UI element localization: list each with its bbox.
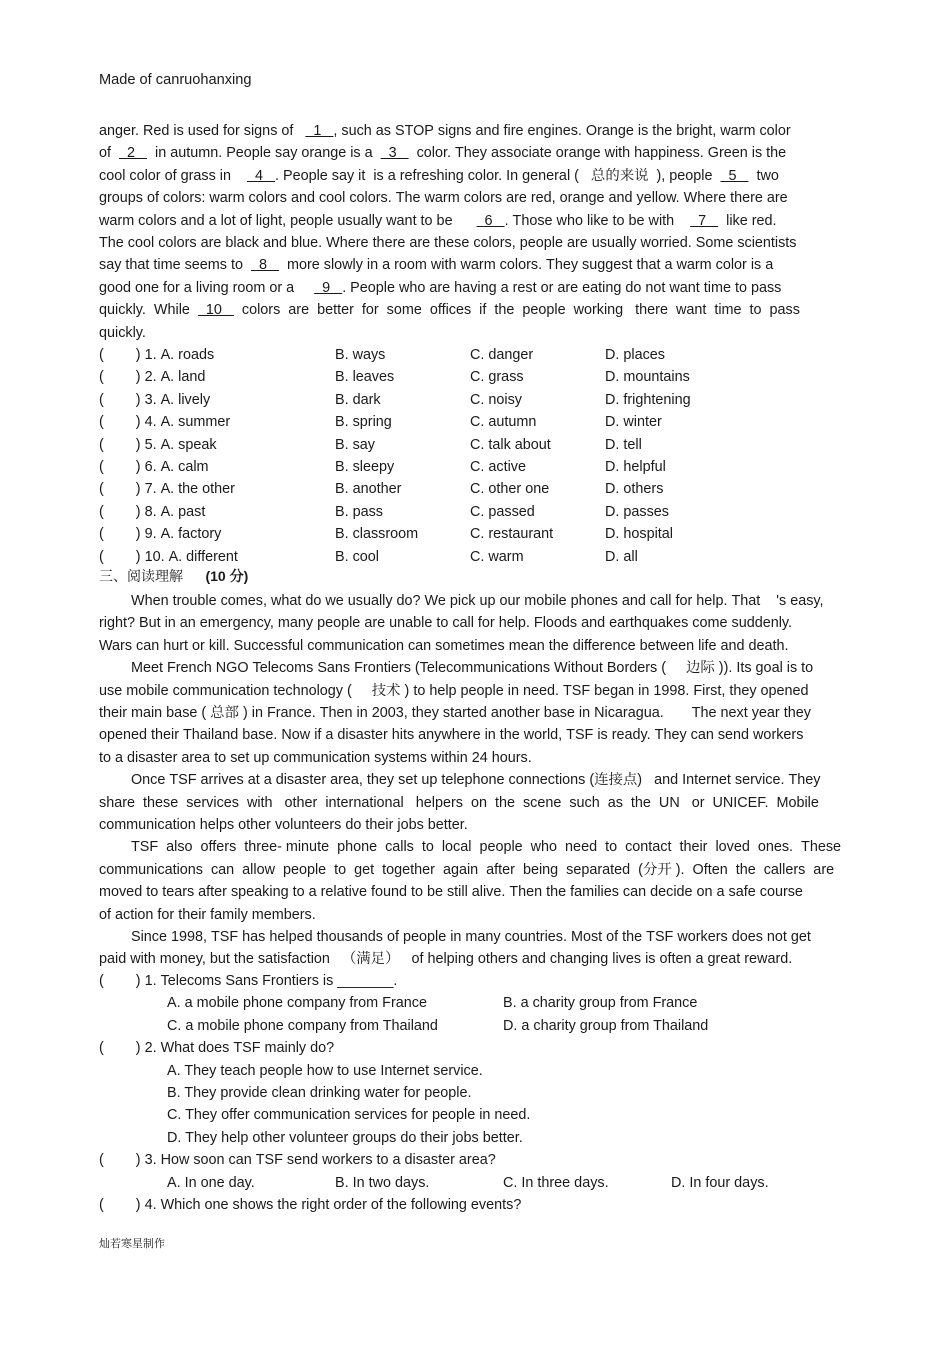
reading-line: of action for their family members.	[99, 906, 316, 923]
answer-option: C. They offer communication services for people in need.	[167, 1107, 531, 1124]
cloze-line	[99, 187, 850, 209]
option-d: D. helpful	[605, 459, 666, 475]
cloze-blank: 10	[197, 302, 234, 319]
cloze-text: anger. Red is used for signs of	[99, 123, 306, 139]
option-c: C. talk about	[470, 436, 551, 453]
cloze-option-row	[99, 546, 850, 568]
question-stem: ( ) 3. How soon can TSF send workers to a disaster area?	[99, 1152, 496, 1169]
answer-option: A. a mobile phone company from France	[167, 995, 427, 1012]
option-c: C. grass	[470, 369, 524, 386]
cloze-text: . Those who like to be with	[504, 212, 691, 229]
cloze-line	[99, 210, 850, 232]
cloze-text: cool color of grass in	[99, 167, 247, 184]
question-number: ( ) 4. A. summer	[99, 414, 231, 431]
option-c: C. other one	[470, 481, 550, 498]
answer-option: B. In two days.	[335, 1174, 430, 1191]
cloze-option-row	[99, 501, 850, 523]
option-d: D. all	[605, 548, 638, 565]
cloze-blank: 5	[720, 167, 749, 184]
reading-line: opened their Thailand base. Now if a disaster hits anywhere in the world, TSF is ready. They can send workers	[99, 727, 804, 744]
section-title	[99, 566, 248, 586]
cloze-line	[99, 232, 850, 254]
answer-option: B. They provide clean drinking water for people.	[167, 1085, 472, 1101]
option-d: D. hospital	[605, 526, 673, 543]
option-c: C. active	[470, 459, 526, 475]
cloze-text: . People say it is a refreshing color. In general ( 总的来说 ), people	[274, 167, 721, 184]
answer-option: A. They teach people how to use Internet service.	[167, 1062, 483, 1079]
cloze-option-row	[99, 411, 850, 433]
cloze-option-row	[99, 523, 850, 545]
cloze-blank: 7	[690, 212, 719, 229]
option-c: C. danger	[470, 347, 534, 363]
option-c: C. autumn	[470, 414, 537, 431]
reading-line: TSF also offers three- minute phone calls to local people who need to contact their loved ones. These	[99, 839, 842, 856]
answer-option: C. In three days.	[503, 1174, 609, 1191]
option-d: D. others	[605, 481, 664, 498]
option-d: D. places	[605, 347, 665, 363]
option-c: C. restaurant	[470, 526, 554, 543]
question-stem: ( ) 4. Which one shows the right order of the following events?	[99, 1197, 522, 1213]
reading-line: right? But in an emergency, many people are unable to call for help. Floods and earthquakes come suddenly.	[99, 615, 793, 632]
cloze-option-row	[99, 434, 850, 456]
cloze-text: color. They associate orange with happiness. Green is the	[408, 145, 787, 162]
option-d: D. passes	[605, 503, 669, 520]
question-number: ( ) 8. A. past	[99, 503, 206, 520]
cloze-blank: 2	[119, 145, 147, 162]
page-header: Made of canruohanxing	[99, 72, 252, 88]
option-c: C. passed	[470, 503, 535, 520]
cloze-text: The cool colors are black and blue. Where there are these colors, people are usually worried. Some scientists	[99, 235, 797, 251]
reading-line: communication helps other volunteers do their jobs better.	[99, 817, 468, 833]
cloze-text: , such as STOP signs and fire engines. Orange is the bright, warm color	[333, 123, 791, 139]
reading-line: paid with money, but the satisfaction （满足） of helping others and changing lives is often a great reward.	[99, 951, 793, 968]
answer-option: A. In one day.	[167, 1174, 255, 1191]
option-b: B. ways	[335, 347, 386, 363]
answer-option: D. In four days.	[671, 1174, 769, 1191]
cloze-text: groups of colors: warm colors and cool colors. The warm colors are red, orange and yellow. Where there are	[99, 190, 788, 207]
cloze-blank: 8	[250, 257, 279, 274]
cloze-text: say that time seems to	[99, 257, 251, 274]
cloze-text: in autumn. People say orange is a	[147, 145, 381, 162]
option-b: B. classroom	[335, 526, 419, 543]
cloze-blank: 4	[246, 167, 275, 184]
question-number: ( ) 10. A. different	[99, 548, 238, 565]
reading-line: use mobile communication technology ( 技术 ) to help people in need. TSF began in 1998. First, they opened	[99, 682, 809, 699]
cloze-text: quickly. While	[99, 302, 198, 319]
cloze-option-row	[99, 344, 850, 366]
cloze-text: of	[99, 145, 119, 162]
section-title-text: 三、阅读理解	[99, 569, 183, 585]
cloze-option-row	[99, 478, 850, 500]
reading-line: Meet French NGO Telecoms Sans Frontiers (Telecommunications Without Borders ( 边际 )). Its goal is to	[99, 660, 814, 677]
cloze-line	[99, 254, 850, 276]
question-number: ( ) 2. A. land	[99, 369, 206, 386]
reading-line: When trouble comes, what do we usually do? We pick up our mobile phones and call for help. That 's easy,	[99, 593, 824, 609]
page-footer: 灿若寒星制作	[99, 1237, 165, 1250]
question-number: ( ) 5. A. speak	[99, 436, 217, 453]
cloze-blank: 1	[305, 123, 334, 139]
cloze-option-row	[99, 456, 850, 478]
option-b: B. spring	[335, 414, 392, 431]
cloze-line	[99, 142, 850, 164]
reading-line: Once TSF arrives at a disaster area, they set up telephone connections (连接点) and Internet service. They	[99, 772, 821, 789]
cloze-line	[99, 120, 850, 142]
option-b: B. another	[335, 481, 402, 498]
option-b: B. pass	[335, 503, 383, 520]
question-number: ( ) 1. A. roads	[99, 347, 215, 363]
option-d: D. mountains	[605, 369, 690, 386]
answer-option: D. a charity group from Thailand	[503, 1017, 709, 1034]
reading-line: moved to tears after speaking to a relative found to be still alive. Then the families can decide on a safe course	[99, 884, 803, 901]
option-d: D. winter	[605, 414, 662, 431]
cloze-text: more slowly in a room with warm colors. They suggest that a warm color is a	[278, 257, 774, 274]
answer-option: B. a charity group from France	[503, 995, 698, 1012]
reading-line: share these services with other international helpers on the scene such as the UN or UNICEF. Mobile	[99, 794, 819, 811]
option-b: B. leaves	[335, 369, 395, 386]
question-stem: ( ) 2. What does TSF mainly do?	[99, 1040, 335, 1057]
question-number: ( ) 3. A. lively	[99, 391, 211, 408]
cloze-text: quickly.	[99, 324, 146, 341]
reading-line: to a disaster area to set up communication systems within 24 hours.	[99, 749, 532, 766]
question-number: ( ) 7. A. the other	[99, 481, 235, 498]
cloze-blank: 3	[380, 145, 409, 162]
cloze-text: warm colors and a lot of light, people usually want to be	[99, 212, 477, 229]
option-b: B. cool	[335, 548, 379, 565]
section-score: (10 分)	[205, 568, 249, 584]
cloze-line	[99, 277, 850, 299]
cloze-text: . People who are having a rest or are eating do not want time to pass	[342, 279, 782, 296]
cloze-line	[99, 165, 850, 187]
question-stem: ( ) 1. Telecoms Sans Frontiers is _______.	[99, 973, 398, 989]
question-number: ( ) 6. A. calm	[99, 459, 209, 475]
cloze-blank: 9	[314, 279, 343, 296]
option-d: D. frightening	[605, 391, 691, 408]
option-d: D. tell	[605, 436, 642, 453]
cloze-option-row	[99, 389, 850, 411]
cloze-text: good one for a living room or a	[99, 279, 315, 296]
option-b: B. say	[335, 436, 375, 453]
answer-option: C. a mobile phone company from Thailand	[167, 1017, 438, 1034]
cloze-text: colors are better for some offices if the people working there want time to pass	[233, 302, 800, 319]
answer-option: D. They help other volunteer groups do their jobs better.	[167, 1129, 523, 1146]
reading-line: Wars can hurt or kill. Successful communication can sometimes mean the difference between life and death.	[99, 637, 789, 654]
cloze-text: like red.	[718, 212, 777, 229]
reading-line: Since 1998, TSF has helped thousands of people in many countries. Most of the TSF workers does not get	[99, 929, 811, 945]
cloze-option-row	[99, 366, 850, 388]
reading-line: communications can allow people to get together again after being separated (分开 ). Often the callers are	[99, 861, 835, 878]
cloze-line	[99, 322, 850, 344]
question-number: ( ) 9. A. factory	[99, 526, 222, 543]
option-b: B. dark	[335, 391, 381, 408]
cloze-blank: 6	[476, 212, 505, 229]
option-c: C. warm	[470, 548, 524, 565]
option-b: B. sleepy	[335, 459, 395, 475]
option-c: C. noisy	[470, 391, 522, 408]
cloze-text: two	[748, 167, 779, 184]
cloze-line	[99, 299, 850, 321]
reading-line: their main base ( 总部 ) in France. Then in 2003, they started another base in Nicaragua. The next year they	[99, 705, 811, 721]
